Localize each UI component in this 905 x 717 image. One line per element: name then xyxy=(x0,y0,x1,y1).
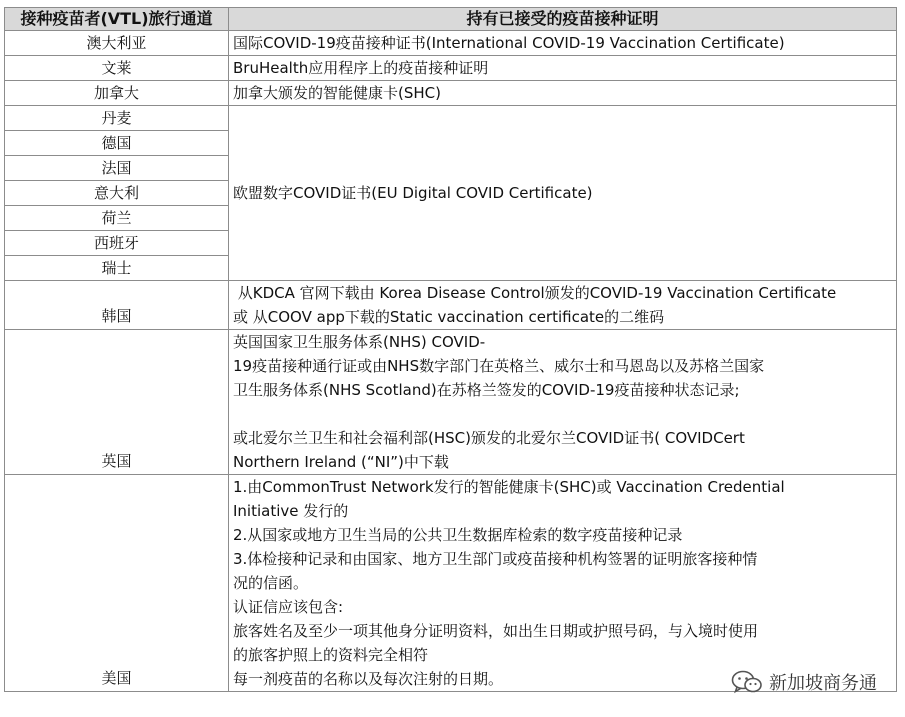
cert-line: 或 从COOV app下载的Static vaccination certificate的二维码 xyxy=(233,308,665,326)
cert-line: 从KDCA 官网下载由 Korea Disease Control颁发的COVID-19 Vaccination Certificate xyxy=(233,284,837,302)
table-row xyxy=(5,281,897,330)
cert-line: 况的信函。 xyxy=(233,574,309,592)
table-row xyxy=(5,330,897,475)
cert-line: 旅客姓名及至少一项其他身分证明资料，如出生日期或护照号码，与入境时使用 xyxy=(233,622,759,640)
cert-line: 2.从国家或地方卫生当局的公共卫生数据库检索的数字疫苗接种记录 xyxy=(233,526,683,544)
cert-cell xyxy=(229,281,897,330)
table-row xyxy=(5,106,897,131)
country-cell: 丹麦 xyxy=(5,106,229,131)
wechat-icon xyxy=(731,669,763,695)
cert-cell xyxy=(229,330,897,475)
country-cell: 澳大利亚 xyxy=(5,31,229,56)
country-cell: 荷兰 xyxy=(5,206,229,231)
cert-cell: 国际COVID-19疫苗接种证书(International COVID-19 Vaccination Certificate) xyxy=(229,31,897,56)
cert-line: 的旅客护照上的资料完全相符 xyxy=(233,646,429,664)
country-cell: 西班牙 xyxy=(5,231,229,256)
country-cell: 意大利 xyxy=(5,181,229,206)
country-cell: 英国 xyxy=(5,330,229,475)
watermark xyxy=(731,669,877,695)
country-cell: 韩国 xyxy=(5,281,229,330)
header-vtl-lane: 接种疫苗者(VTL)旅行通道 xyxy=(5,8,229,31)
country-cell: 法国 xyxy=(5,156,229,181)
cert-line: 19疫苗接种通行证或由NHS数字部门在英格兰、威尔士和马恩岛以及苏格兰国家 xyxy=(233,357,765,375)
country-cell: 瑞士 xyxy=(5,256,229,281)
table-row xyxy=(5,81,897,106)
table-header-row xyxy=(5,8,897,31)
country-cell: 文莱 xyxy=(5,56,229,81)
cert-cell xyxy=(229,475,897,692)
eu-cert-cell: 欧盟数字COVID证书(EU Digital COVID Certificate) xyxy=(229,106,897,281)
cert-line xyxy=(233,402,892,426)
cert-cell: BruHealth应用程序上的疫苗接种证明 xyxy=(229,56,897,81)
country-cell: 加拿大 xyxy=(5,81,229,106)
cert-cell: 加拿大颁发的智能健康卡(SHC) xyxy=(229,81,897,106)
country-cell: 美国 xyxy=(5,475,229,692)
cert-line: 1.由CommonTrust Network发行的智能健康卡(SHC)或 Vaccination Credential xyxy=(233,478,785,496)
cert-line: 卫生服务体系(NHS Scotland)在苏格兰签发的COVID-19疫苗接种状态记录; xyxy=(233,381,740,399)
cert-line: 或北爱尔兰卫生和社会福利部(HSC)颁发的北爱尔兰COVID证书( COVIDCert xyxy=(233,429,745,447)
country-cell: 德国 xyxy=(5,131,229,156)
vtl-vaccination-table xyxy=(4,7,897,692)
header-accepted-proof: 持有已接受的疫苗接种证明 xyxy=(229,8,897,31)
table-row xyxy=(5,56,897,81)
cert-line: 认证信应该包含: xyxy=(233,598,344,616)
cert-line: 英国国家卫生服务体系(NHS) COVID- xyxy=(233,333,486,351)
cert-line: 3.体检接种记录和由国家、地方卫生部门或疫苗接种机构签署的证明旅客接种情 xyxy=(233,550,758,568)
table-row xyxy=(5,31,897,56)
watermark-text: 新加坡商务通 xyxy=(769,673,877,694)
cert-line: Northern Ireland (“NI”)中下载 xyxy=(233,453,449,471)
cert-line: Initiative 发行的 xyxy=(233,502,349,520)
table-row xyxy=(5,475,897,692)
cert-line: 每一剂疫苗的名称以及每次注射的日期。 xyxy=(233,670,504,688)
